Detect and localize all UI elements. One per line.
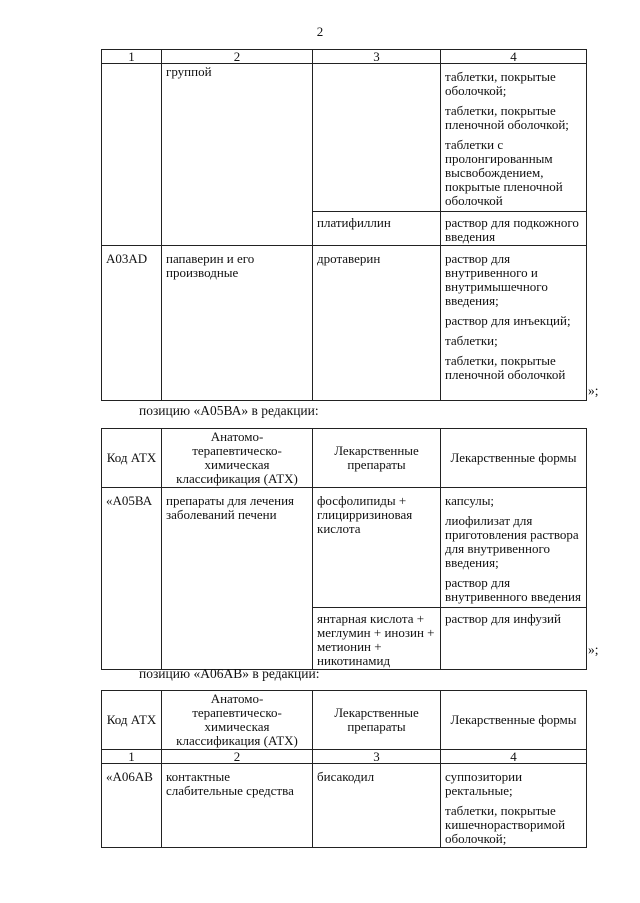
col-number: 1 [102, 750, 162, 764]
form-item: таблетки, покрытые пленочной оболочкой; [445, 103, 569, 132]
form-item: таблетки, покрытые оболочкой; [445, 69, 556, 98]
group-cell: контактные слабительные средства [162, 764, 313, 848]
header-classification: Анатомо-терапевтическо-химическая классификация (АТХ) [162, 691, 313, 750]
col-number: 1 [102, 50, 162, 64]
form-item: раствор для инъекций; [445, 313, 571, 328]
form-item: суппозитории ректальные; [445, 769, 523, 798]
form-item: таблетки; [445, 333, 498, 348]
col-number: 4 [441, 50, 587, 64]
drug-cell: янтарная кислота + меглумин + инозин + метионин + никотинамид [313, 608, 441, 670]
closing-quote: »; [588, 383, 599, 398]
form-item: раствор для внутривенного и внутримышечного введения; [445, 251, 548, 308]
table-continued [101, 49, 587, 401]
group-cell: папаверин и его производные [162, 246, 313, 401]
form-item: таблетки, покрытые пленочной оболочкой [445, 353, 566, 382]
code-cell: «А06АВ [102, 764, 162, 848]
forms-cell [441, 246, 587, 401]
col-number: 4 [441, 750, 587, 764]
header-code: Код АТХ [102, 429, 162, 488]
group-cell: группой [162, 64, 313, 246]
header-code: Код АТХ [102, 691, 162, 750]
table-row [102, 64, 587, 212]
forms-cell: раствор для подкожного введения [441, 212, 587, 246]
drug-cell [313, 64, 441, 212]
header-forms: Лекарственные формы [441, 429, 587, 488]
form-item: таблетки, покрытые кишечнорастворимой оболочкой; [445, 803, 566, 846]
col-number: 2 [162, 750, 313, 764]
page-number: 2 [316, 24, 324, 39]
closing-quote: »; [588, 642, 599, 657]
paragraph: позицию «А05ВА» в редакции: [139, 403, 319, 418]
col-number: 2 [162, 50, 313, 64]
drug-cell: фосфолипиды + глицирризиновая кислота [313, 488, 441, 608]
header-row [102, 429, 587, 488]
table-row [102, 246, 587, 401]
header-drugs: Лекарственные препараты [313, 429, 441, 488]
drug-cell: дротаверин [313, 246, 441, 401]
table-row [102, 764, 587, 848]
table-a06ab [101, 690, 587, 848]
table-row [102, 488, 587, 608]
header-classification: Анатомо-терапевтическо-химическая классификация (АТХ) [162, 429, 313, 488]
header-forms: Лекарственные формы [441, 691, 587, 750]
forms-cell [441, 764, 587, 848]
code-cell: «А05ВА [102, 488, 162, 670]
form-item: лиофилизат для приготовления раствора для внутривенного введения; [445, 513, 579, 570]
code-cell [102, 64, 162, 246]
group-cell: препараты для лечения заболеваний печени [162, 488, 313, 670]
form-item: таблетки с пролонгированным высвобождением, покрытые пленочной оболочкой [445, 137, 563, 208]
forms-cell: раствор для инфузий [441, 608, 587, 670]
col-number: 3 [313, 750, 441, 764]
form-item: раствор для внутривенного введения [445, 575, 581, 604]
paragraph: позицию «А06АВ» в редакции: [139, 666, 320, 681]
forms-cell [441, 488, 587, 608]
col-number: 3 [313, 50, 441, 64]
drug-cell: бисакодил [313, 764, 441, 848]
table-a05ba [101, 428, 587, 670]
code-cell: A03AD [102, 246, 162, 401]
drug-cell: платифиллин [313, 212, 441, 246]
forms-cell [441, 64, 587, 212]
header-drugs: Лекарственные препараты [313, 691, 441, 750]
column-number-row [102, 750, 587, 764]
header-row [102, 691, 587, 750]
form-item: капсулы; [445, 493, 495, 508]
column-number-row [102, 50, 587, 64]
